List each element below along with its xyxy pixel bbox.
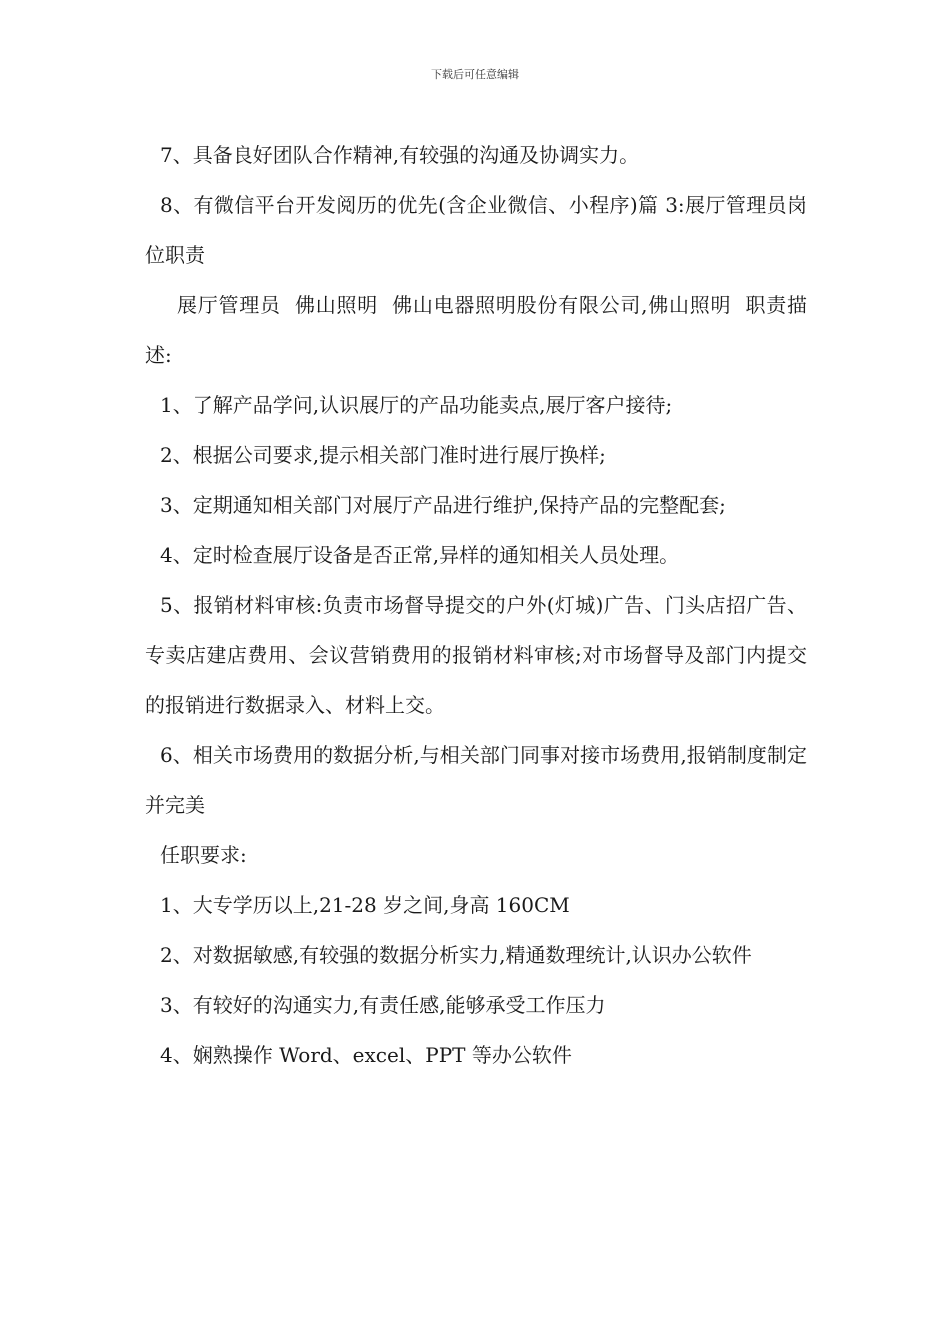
paragraph-requirements-heading: 任职要求:: [160, 843, 247, 867]
paragraph-duty-5: 5、报销材料审核:负责市场督导提交的户外(灯城)广告、门头店招广告、专卖店建店费用、会议营销费用的报销材料审核;对市场督导及部门内提交的报销进行数据录入、材料上交。: [145, 593, 807, 717]
paragraph-duty-1: 1、了解产品学问,认识展厅的产品功能卖点,展厅客户接待;: [160, 393, 673, 417]
paragraph-duty-4: 4、定时检查展厅设备是否正常,异样的通知相关人员处理。: [160, 543, 680, 567]
paragraph-requirement-4: 4、娴熟操作 Word、excel、PPT 等办公软件: [160, 1043, 572, 1067]
paragraph-item-7: 7、具备良好团队合作精神,有较强的沟通及协调实力。: [160, 143, 640, 167]
paragraph-requirement-3: 3、有较好的沟通实力,有责任感,能够承受工作压力: [160, 993, 606, 1017]
paragraph-item-8: 8、有微信平台开发阅历的优先(含企业微信、小程序)篇 3:展厅管理员岗位职责: [145, 193, 807, 267]
page-header: 下载后可任意编辑: [431, 68, 519, 81]
paragraph-duty-6: 6、相关市场费用的数据分析,与相关部门同事对接市场费用,报销制度制定并完美: [145, 743, 807, 817]
document-body: [145, 130, 807, 1080]
paragraph-duty-2: 2、根据公司要求,提示相关部门准时进行展厅换样;: [160, 443, 606, 467]
paragraph-company-intro: 展厅管理员 佛山照明 佛山电器照明股份有限公司,佛山照明 职责描述:: [145, 293, 807, 367]
paragraph-duty-3: 3、定期通知相关部门对展厅产品进行维护,保持产品的完整配套;: [160, 493, 726, 517]
paragraph-requirement-1: 1、大专学历以上,21-28 岁之间,身高 160CM: [160, 893, 570, 917]
paragraph-requirement-2: 2、对数据敏感,有较强的数据分析实力,精通数理统计,认识办公软件: [160, 943, 752, 967]
